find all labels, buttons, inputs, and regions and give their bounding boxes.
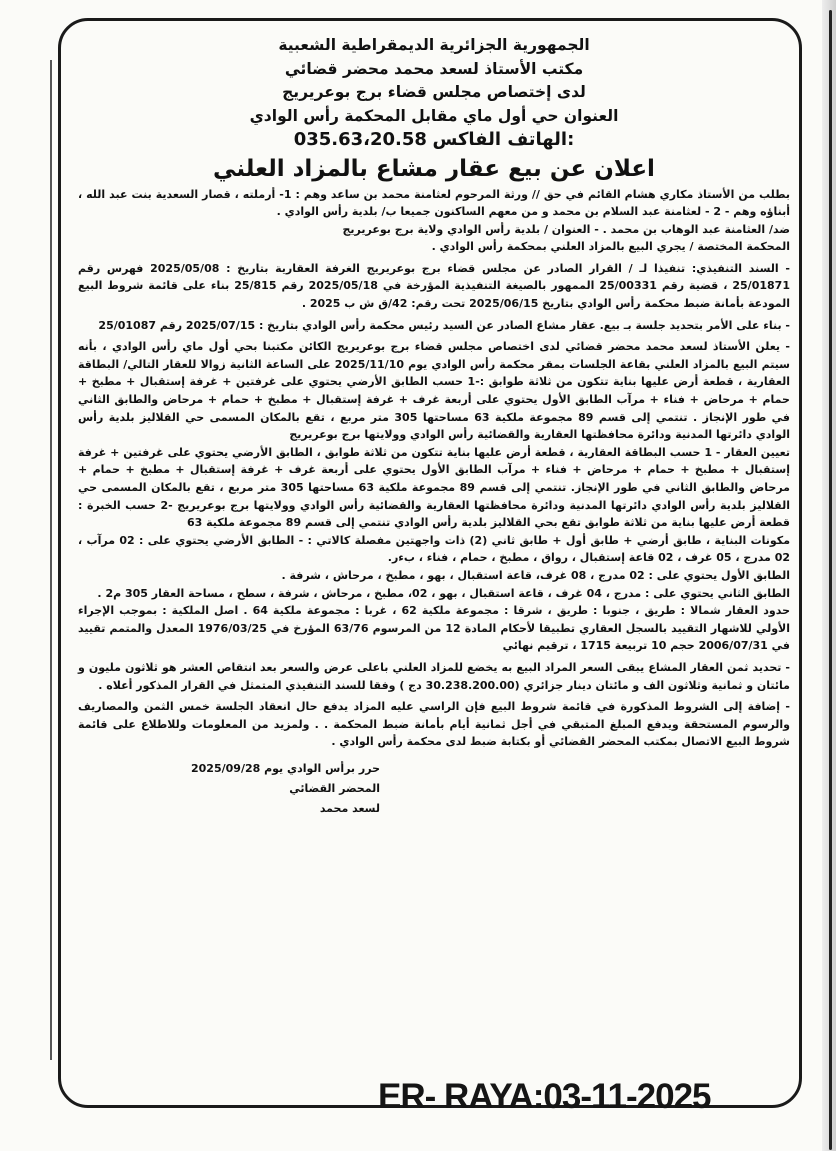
paragraph-court: المحكمة المختصة / يجري البيع بالمزاد العلني بمحكمة رأس الوادي . xyxy=(431,240,790,254)
phone-label: الهاتف الفاكس: xyxy=(432,129,575,150)
paragraph-request: بطلب من الأستاذ مكاري هشام القائم في حق // ورثة المرحوم لعثامنة محمد بن ساعد وهم : 1- أرملته ، قصار السعدية بنت عبد الله ، أبناؤه وهم - 2 - لعثامنة عبد السلام بن محمد و من معهم الساكنون جميعا ب/ بلدية رأس الوادي . xyxy=(78,187,790,219)
signature-name: لسعد محمد xyxy=(319,801,380,815)
phone-number: 035.63،20.58 xyxy=(293,129,427,150)
paragraph-conditions: - إضافة إلى الشروط المذكورة في قائمة شروط البيع فإن الراسي عليه المزاد يدفع حال انعقاد الجلسة خمس الثمن والمصاريف والرسوم المستحقة ويدفع المبلغ المتبقي في أجل ثمانية أيام بأمانة ضبط المحكمة . . ولمزيد من المعلومات وللاطلاع على قائمة شروط البيع الاتصال بمكتب المحضر القضائي أو بكتابة ضبط لدى محكمة رأس الوادي . xyxy=(78,700,790,749)
newspaper-footer: ER- RAYA:03-11-2025 xyxy=(378,1077,711,1116)
page-edge-line xyxy=(829,10,832,1150)
paragraph-order: - بناء على الأمر بتحديد جلسة بـ بيع. عقار مشاع الصادر عن السيد رئيس محكمة رأس الوادي بتاريخ : 2025/07/15 رقم 25/01087 xyxy=(98,318,790,332)
paragraph-announcement: - يعلن الأستاذ لسعد محمد محضر قضائي لدى اختصاص مجلس قضاء برج بوعريريج الكائن مكتبنا بحي أول ماي رأس الوادي ، بأنه سيتم البيع بالمزاد العلني بقاعة الجلسات بمقر محكمة رأس الوادي يوم 2025/11/10 على الساعة الثانية زوالا للعقار التالي/ البطاقة العقارية ، قطعة أرض عليها بناية تتكون من ثلاثة طوابق :-1 حسب الطابق الأرضي يحتوي على غرفتين + غرفة إستقبال + مطبخ + حمام + مرحاض + فناء + مرآب الطابق الأول يحتوي على أربعة غرف + غرفة إستقبال + مطبخ + حمام + مرحاض والطابق الثاني في طور الإنجاز . تنتمي إلى قسم 89 مجموعة ملكية 63 مساحتها 305 متر مربع ، تقع بالمكان المسمى حي القلاليز بلدية رأس الوادي دائرتها المدنية ودائرة محافظتها العقارية والقضائية رأس الوادي وولايتها برج بوعريريج xyxy=(78,340,790,442)
paragraph-boundaries: حدود العقار شمالا : طريق ، جنوبا : طريق ، شرقا : مجموعة ملكية 62 ، غربا : مجموعة ملكية 64 . اصل الملكية : بموجب الإجراء الأولي للاشهار التقييد بالسجل العقاري تطبيقا لأحكام المادة 12 من المرسوم 63/76 المؤرخ في 1976/03/25 المعدل والمتمم تقييد في 2006/07/31 حجم 10 تربيعة 1715 ، ترقيم نهائي xyxy=(78,604,791,653)
header-country: الجمهورية الجزائرية الديمقراطية الشعبية xyxy=(278,36,590,54)
paragraph-components: مكونات البناية ، طابق أرضي + طابق أول + طابق ثاني (2) ذات واجهتين مفصلة كالاتي : - الطابق الأرضي يحتوي على : 02 مرآب ، 02 مدرج ، 05 غرف ، 02 قاعة إستقبال ، رواق ، مطبخ ، حمام ، فناء ، بءر. xyxy=(78,533,791,565)
header-phone xyxy=(78,128,790,152)
paragraph-first-floor: الطابق الأول يحتوي على : 02 مدرج ، 08 غرف، قاعة استقبال ، بهو ، مطبخ ، مرحاش ، شرفة . xyxy=(281,568,790,582)
paragraph-property: تعيين العقار - 1 حسب البطاقة العقارية ، قطعة أرض عليها بناية تتكون من ثلاثة طوابق ، الطابق الأرضي يحتوي على غرفتين + غرفة إستقبال + مطبخ + حمام + مرحاض + فناء + مرآب الطابق الأول يحتوي على أربعة غرف + غرفة إستقبال + مطبخ + حمام + مرحاض والطابق الثاني في طور الإنجاز. تنتمي إلى قسم 89 مجموعة ملكية 63 مساحتها 305 متر مربع ، تقع بالمكان المسمى حي القلاليز بلدية رأس الوادي دائرتها المدنية ودائرة محافظتها العقارية والقضائية رأس الوادي وولايتها برج بوعريريج -2 حسب الخبرة : قطعة أرض عليها بناية من ثلاثة طوابق تقع بحي القلاليز بلدية رأس الوادي تنتمي إلى قسم 89 مجموعة ملكية 63 xyxy=(78,445,790,530)
header-jurisdiction: لدى إختصاص مجلس قضاء برج بوعريريج xyxy=(282,83,586,101)
notice-title: اعلان عن بيع عقار مشاع بالمزاد العلني xyxy=(213,155,655,182)
header-address: العنوان حي أول ماي مقابل المحكمة رأس الوادي xyxy=(249,106,619,125)
paragraph-price: - تحديد ثمن العقار المشاع يبقى السعر المراد البيع به يخضع للمزاد العلني باعلى عرض والسعر بعد انتقاص العشر هو ثلاثون مليون و مائتان و ثمانية وثلاثون الف و مائتان دينار جزائري (30.238.200.00 دج ) وفقا للسند التنفيذي المتمثل في القرار المذكور أعلاه . xyxy=(78,660,790,692)
signature-date: حرر برأس الوادي يوم 2025/09/28 xyxy=(191,761,380,775)
paragraph-enforcement: - السند التنفيذي: تنفيذا لـ / القرار الصادر عن مجلس قضاء برج بوعريريج الغرفة العقارية بتاريخ : 2025/05/08 فهرس رقم 25/01871 ، قضية رقم 25/00331 الممهور بالصيغة التنفيذية المؤرخة في 2025/05/18 رقم 25/815 بناء على قائمة شروط البيع المودعة بأمانة ضبط محكمة رأس الوادي بتاريخ 2025/06/15 تحت رقم: 42/ق ش ب 2025 . xyxy=(78,261,790,311)
signature-block xyxy=(78,759,790,819)
signature-role: المحضر القضائي xyxy=(289,781,380,795)
frame-shadow xyxy=(50,60,58,1060)
header-office: مكتب الأستاذ لسعد محمد محضر قضائي xyxy=(284,59,584,78)
paragraph-second-floor: الطابق الثاني يحتوي على : مدرج ، 04 غرف ، قاعة استقبال ، بهو ، 02، مطبخ ، مرحاش ، شرفة ، سطح ، مساحة العقار 305 م2 . xyxy=(97,586,790,600)
paragraph-against: ضد/ العثامنة عبد الوهاب بن محمد . - العنوان / بلدية رأس الوادي ولاية برج بوعريريج xyxy=(342,222,790,236)
notice-content xyxy=(78,34,790,819)
